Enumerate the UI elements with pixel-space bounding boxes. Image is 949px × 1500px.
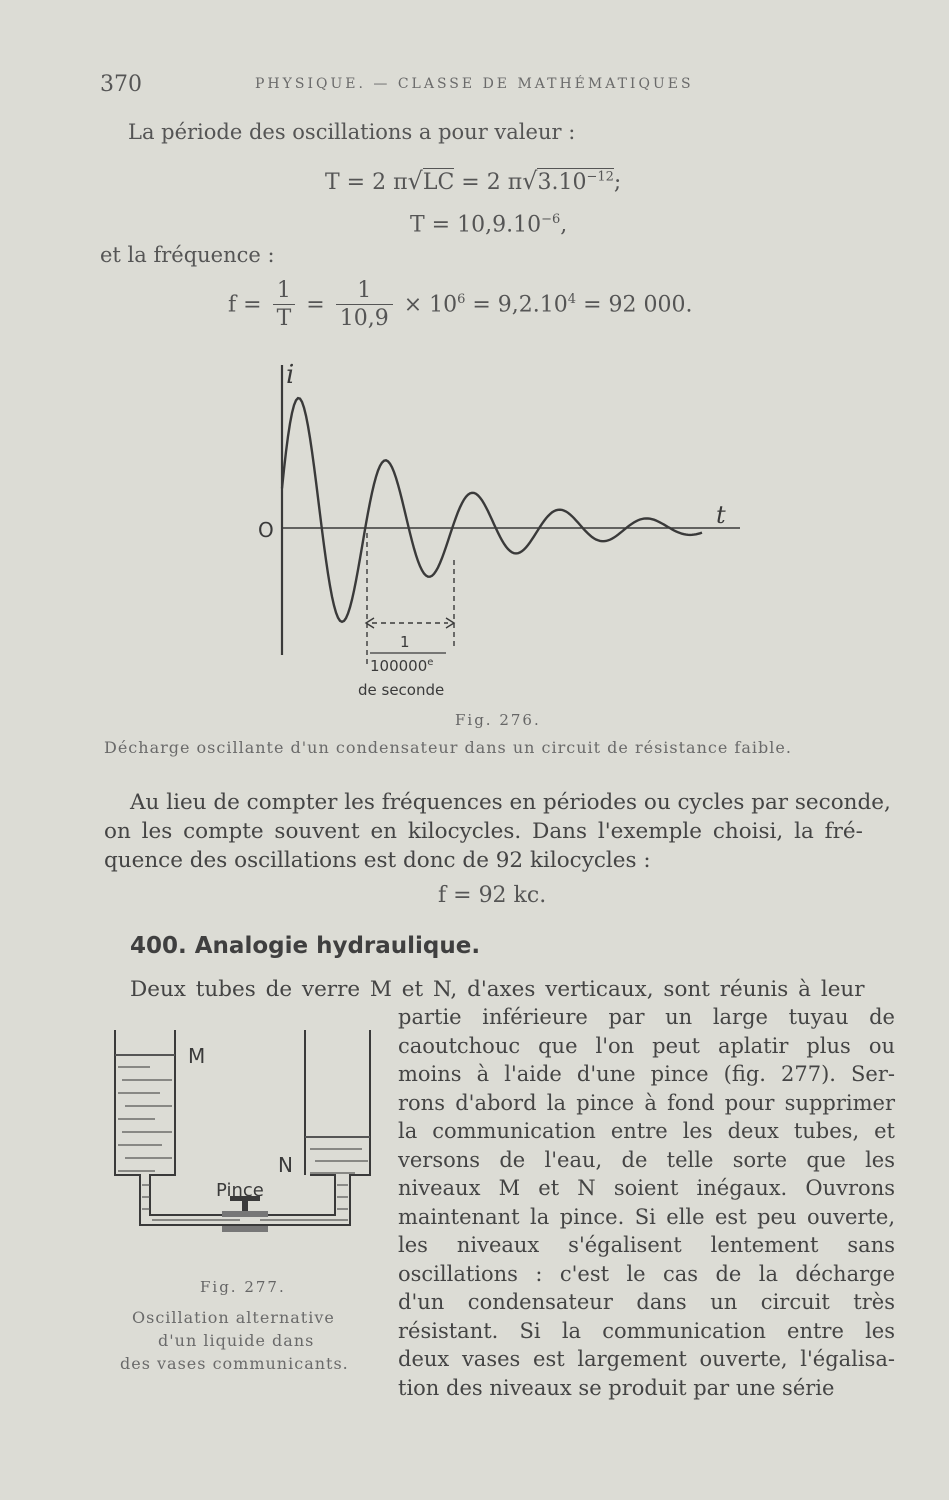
section400-column xyxy=(398,1003,895,1402)
scale-den-sup: e xyxy=(427,657,434,668)
fig277-label: Fig. 277. xyxy=(200,1278,286,1296)
frac2-den: 10,9 xyxy=(339,306,389,331)
fig276-caption: Décharge oscillante d'un condensateur dans un circuit de résistance faible. xyxy=(104,738,792,757)
frac1-num: 1 xyxy=(273,278,296,305)
fig277-caption-line2: d'un liquide dans xyxy=(158,1331,315,1350)
paragraph1-line3: quence des oscillations est donc de 92 kilocycles : xyxy=(104,848,651,873)
equation-kc: f = 92 kc. xyxy=(438,883,547,908)
eq-t2-text: T = 10,9.10 xyxy=(410,212,542,238)
text-line: résistant. Si la communication entre les xyxy=(398,1318,895,1343)
origin-label: O xyxy=(258,518,274,542)
eq-f-end: = 92 000. xyxy=(576,292,693,318)
fig276-label: Fig. 276. xyxy=(455,711,541,729)
tube-n-outer-wall xyxy=(353,1030,370,1175)
fraction-1-over-T xyxy=(273,278,296,333)
text-line: la communication entre les deux tubes, et xyxy=(398,1119,895,1143)
frac1-den: T xyxy=(276,306,292,331)
fraction-1-over-10-9 xyxy=(336,278,393,333)
section-heading: 400. Analogie hydraulique. xyxy=(130,933,481,959)
eq-f-lhs: f = xyxy=(228,292,262,318)
text-line: tion des niveaux se produit par une série xyxy=(398,1375,835,1400)
eq-t1-end: ; xyxy=(613,170,622,195)
label-m: M xyxy=(188,1044,206,1068)
text-line: partie inférieure par un large tuyau de xyxy=(398,1005,895,1029)
text-line: les niveaux s'égalisent lentement sans xyxy=(398,1233,895,1257)
fig277-caption-line3: des vases communicants. xyxy=(120,1354,349,1373)
damped-oscillation-figure xyxy=(250,355,770,705)
equation-frequency: f = $\frac{1}{T}$ = $\frac{1}{10,9}$ × $10^6 = 9,2.10^4 = 92$ 000. xyxy=(228,278,693,331)
text-line: d'un condensateur dans un circuit très xyxy=(398,1290,895,1314)
text-line: maintenant la pince. Si elle est peu ouverte, xyxy=(398,1204,895,1229)
eq-t1-radicand-2: 3.10 xyxy=(537,170,587,195)
frac2-num: 1 xyxy=(336,278,393,305)
paragraph1-line2: on les compte souvent en kilocycles. Dans l'exemple choisi, la fré- xyxy=(104,819,863,844)
text-line: versons de l'eau, de telle sorte que les xyxy=(398,1147,895,1172)
equation-period-1: T = 2 π√LC = 2 $\pi√3.10^{-12}$; xyxy=(325,167,622,195)
axis-t-label: t xyxy=(716,501,726,529)
eq-f-exp1: 6 xyxy=(457,292,466,308)
eq-f-mid2: = 9,2.10 xyxy=(465,292,568,318)
fig277-caption-line1: Oscillation alternative xyxy=(132,1308,335,1327)
eq-t1-mid: = 2 π xyxy=(454,170,523,195)
eq-t1-lhs: T = 2 π xyxy=(325,170,408,195)
period-line: La période des oscillations a pour valeur : xyxy=(128,120,576,144)
scale-denominator xyxy=(370,657,433,675)
text-line: caoutchouc que l'on peut aplatir plus ou xyxy=(398,1033,895,1058)
label-n: N xyxy=(278,1153,293,1177)
scale-den-value: 100000 xyxy=(370,657,428,675)
eq-t1-radicand-1: LC xyxy=(422,170,455,195)
frequency-line: et la fréquence : xyxy=(100,243,275,267)
damped-curve xyxy=(282,398,702,622)
eq-t2-exponent: −6 xyxy=(541,212,561,227)
scale-unit: de seconde xyxy=(358,681,445,699)
eq-t2-end: , xyxy=(560,212,568,238)
text-line: rons d'abord la pince à fond pour supprimer xyxy=(398,1090,895,1115)
pince-jaw-bottom xyxy=(222,1226,268,1232)
pince-jaw-top xyxy=(222,1211,268,1217)
text-line: deux vases est largement ouverte, l'égalisa- xyxy=(398,1347,895,1371)
eq-t1-exponent: −12 xyxy=(586,169,614,185)
water-in-tube-n xyxy=(305,1137,370,1173)
eq-f-mid: × 10 xyxy=(403,292,458,318)
text-line: oscillations : c'est le cas de la décharge xyxy=(398,1261,895,1286)
scale-numerator: 1 xyxy=(400,633,410,651)
axis-i-label: i xyxy=(286,360,295,390)
text-line: moins à l'aide d'une pince (fig. 277). Ser- xyxy=(398,1062,895,1086)
text-line: niveaux M et N soient inégaux. Ouvrons xyxy=(398,1176,895,1200)
running-title: PHYSIQUE. — CLASSE DE MATHÉMATIQUES xyxy=(255,76,694,92)
section400-first-line: Deux tubes de verre M et N, d'axes verticaux, sont réunis à leur xyxy=(130,977,865,1002)
communicating-vessels-figure xyxy=(100,1025,380,1265)
label-pince: Pince xyxy=(216,1180,264,1201)
page-number: 370 xyxy=(100,72,142,97)
eq-f-exp2: 4 xyxy=(567,292,577,308)
paragraph1-line1: Au lieu de compter les fréquences en périodes ou cycles par seconde, xyxy=(130,790,891,815)
water-in-tube-m xyxy=(115,1055,175,1209)
equation-period-2 xyxy=(410,212,567,237)
